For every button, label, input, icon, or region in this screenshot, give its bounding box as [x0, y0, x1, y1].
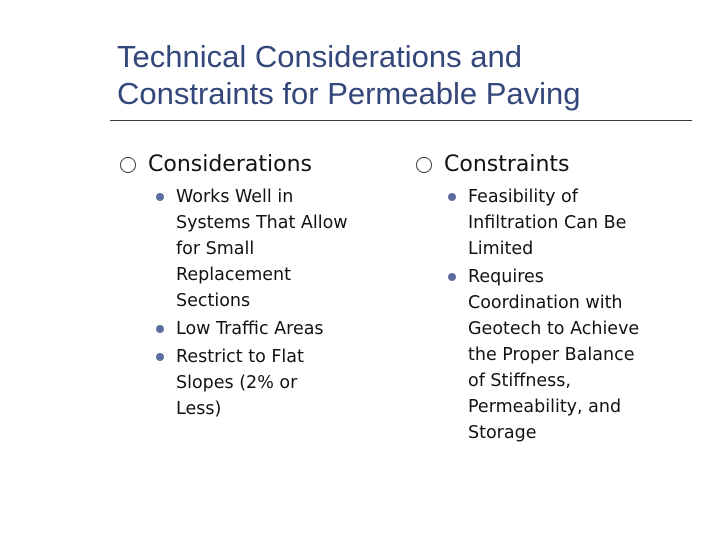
- text-line: Low Traffic Areas: [176, 319, 324, 339]
- list-item-text: [176, 344, 304, 422]
- slide-title-line-1: Technical Considerations and: [117, 39, 522, 74]
- text-line: Works Well in: [176, 187, 294, 207]
- title-divider: [110, 120, 692, 121]
- text-line: Permeability, and: [468, 397, 622, 417]
- text-line: Replacement: [176, 265, 291, 285]
- constraints-list: [446, 184, 700, 446]
- list-item: [154, 344, 394, 422]
- text-line: Infiltration Can Be: [468, 213, 627, 233]
- constraints-heading-row: [410, 148, 700, 182]
- bullet-dot-icon: [156, 325, 164, 333]
- text-line: of Stiffness,: [468, 371, 571, 391]
- text-line: Limited: [468, 239, 534, 259]
- list-item-text: [468, 264, 639, 446]
- bullet-dot-icon: [448, 193, 456, 201]
- text-line: Sections: [176, 291, 251, 311]
- bullet-dot-icon: [448, 273, 456, 281]
- list-item: [154, 184, 394, 314]
- hollow-circle-bullet-icon: [120, 157, 136, 173]
- list-item-text: [468, 184, 626, 262]
- text-line: Geotech to Achieve: [468, 319, 640, 339]
- bullet-dot-icon: [156, 353, 164, 361]
- text-line: Coordination with: [468, 293, 623, 313]
- list-item: [446, 264, 700, 446]
- slide-title-line-2: Constraints for Permeable Paving: [117, 76, 581, 111]
- considerations-heading-row: [114, 148, 394, 182]
- text-line: for Small: [176, 239, 255, 259]
- list-item: [446, 184, 700, 262]
- list-item-text: [176, 184, 348, 314]
- text-line: Requires: [468, 267, 544, 287]
- constraints-column: [410, 148, 700, 448]
- text-line: Storage: [468, 423, 537, 443]
- hollow-circle-bullet-icon: [416, 157, 432, 173]
- text-line: Slopes (2% or: [176, 373, 298, 393]
- text-line: Restrict to Flat: [176, 347, 304, 367]
- constraints-heading: Constraints: [444, 152, 570, 177]
- considerations-heading: Considerations: [148, 152, 312, 177]
- list-item: [154, 316, 394, 342]
- slide-title: [117, 38, 697, 112]
- bullet-dot-icon: [156, 193, 164, 201]
- text-line: Systems That Allow: [176, 213, 348, 233]
- text-line: Less): [176, 399, 222, 419]
- text-line: the Proper Balance: [468, 345, 635, 365]
- text-line: Feasibility of: [468, 187, 578, 207]
- considerations-list: [154, 184, 394, 422]
- list-item-text: [176, 316, 324, 342]
- considerations-column: [114, 148, 394, 424]
